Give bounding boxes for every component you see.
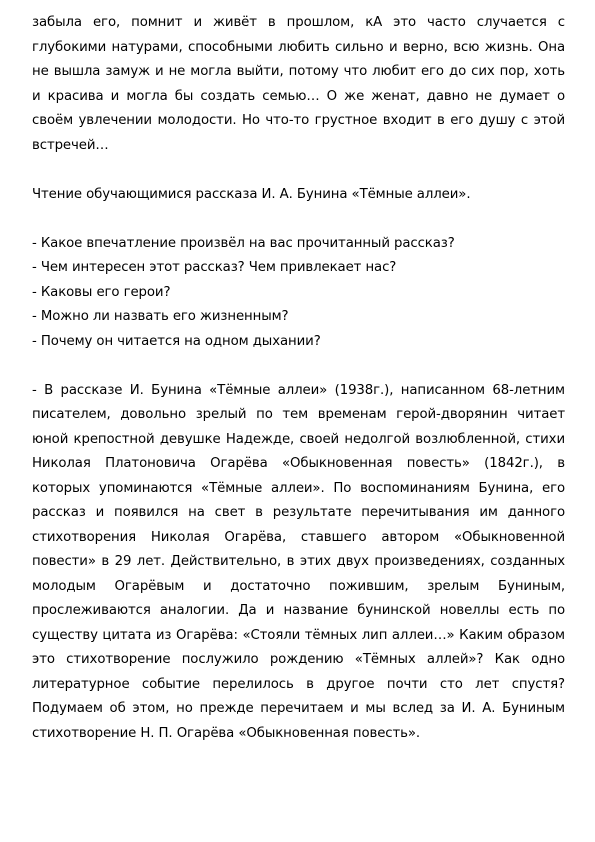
question-item: - Какое впечатление произвёл на вас прочитанный рассказ? [32, 235, 455, 251]
question-item: - Каковы его герои? [32, 284, 171, 300]
answer-paragraph: - В рассказе И. Бунина «Тёмные аллеи» (1938г.), написанном 68-летним писателем, довольно зрелый по тем временам герой-дворянин читает юной крепостной девушке Надежде, своей недолгой возлюбленной, стихи Николая Платоновича Огарёва «Обыкновенная повесть» (1842г.), в которых упоминаются «Тёмные аллеи». По воспоминаниям Бунина, его рассказ и появился на свет в результате перечитывания им данного стихотворения Николая Огарёва, ставшего автором «Обыкновенной повести» в 29 лет. Действительно, в этих двух произведениях, созданных молодым Огарёвым и достаточно пожившим, зрелым Буниным, прослеживаются аналогии. Да и название бунинской новеллы есть по существу цитата из Огарёва: «Стояли тёмных лип аллеи…» Каким образом это стихотворение послужило рождению «Тёмных аллей»? Как одно литературное событие перелилось в другое почти сто лет спустя? Подумаем об этом, но прежде перечитаем и мы вслед за И. А. Буниным стихотворение Н. П. Огарёва «Обыкновенная повесть». [32, 382, 565, 741]
question-item: - Почему он читается на одном дыхании? [32, 333, 321, 349]
document-page [32, 11, 565, 746]
intro-paragraph: забыла его, помнит и живёт в прошлом, кА это часто случается с глубокими натурами, способными любить сильно и верно, всю жизнь. Она не вышла замуж и не могла выйти, потому что любит его до сих пор, хоть и красива и могла бы создать семью… О же женат, давно не думает о своём увлечении молодости. Но что-то грустное входит в его душу с этой встречей… [32, 15, 565, 153]
blank-line [32, 207, 565, 232]
blank-line [32, 158, 565, 183]
reading-instruction: Чтение обучающимися рассказа И. А. Бунина «Тёмные аллеи». [32, 186, 471, 202]
question-item: - Чем интересен этот рассказ? Чем привлекает нас? [32, 260, 397, 275]
question-list [32, 232, 565, 355]
question-item: - Можно ли назвать его жизненным? [32, 309, 289, 324]
blank-line [32, 354, 565, 379]
